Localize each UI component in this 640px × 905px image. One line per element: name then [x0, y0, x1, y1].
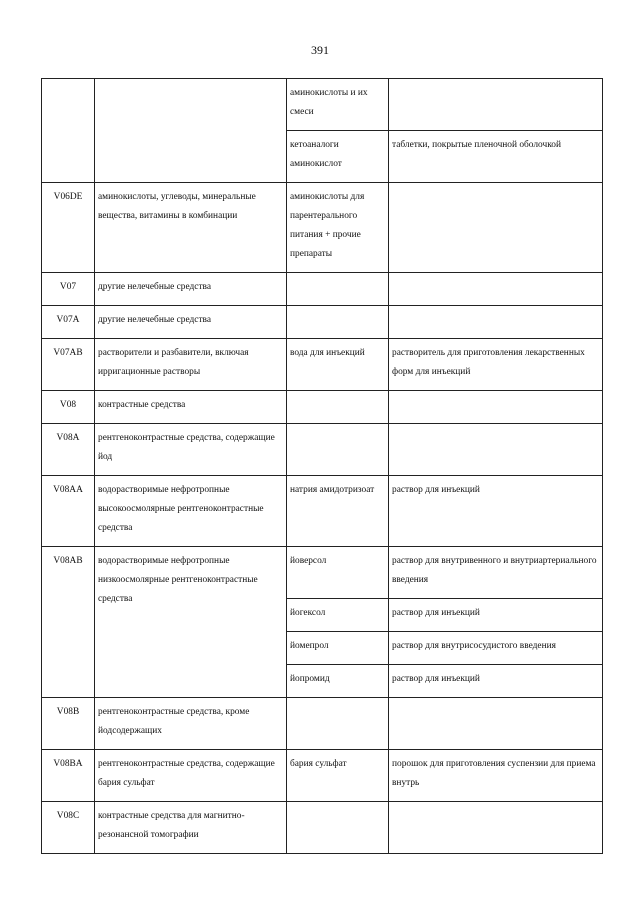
- atc-group-name: другие нелечебные средства: [95, 306, 287, 339]
- table-row: [42, 391, 603, 424]
- dosage-form: [389, 424, 603, 476]
- drug-name: аминокислоты для парентерального питания + прочие препараты: [287, 183, 389, 273]
- table-row: [42, 698, 603, 750]
- page-number: 391: [311, 43, 329, 57]
- dosage-form: [389, 802, 603, 854]
- dosage-form: раствор для инъекций: [389, 476, 603, 547]
- atc-code: V07A: [42, 306, 95, 339]
- drug-name: [287, 698, 389, 750]
- table-row: [42, 306, 603, 339]
- dosage-form: раствор для внутривенного и внутриартериального введения: [389, 547, 603, 599]
- drug-name: йопромид: [287, 665, 389, 698]
- atc-code: V06DE: [42, 183, 95, 273]
- atc-group-name: [95, 79, 287, 183]
- dosage-form: [389, 306, 603, 339]
- table-row: [42, 339, 603, 391]
- table-row: [42, 79, 603, 131]
- drug-list-table: [41, 78, 603, 854]
- table-row: [42, 183, 603, 273]
- atc-code: V08C: [42, 802, 95, 854]
- drug-name: [287, 306, 389, 339]
- drug-name: [287, 273, 389, 306]
- drug-name: [287, 424, 389, 476]
- drug-name: кетоаналоги аминокислот: [287, 131, 389, 183]
- drug-name: [287, 391, 389, 424]
- table-row: [42, 424, 603, 476]
- atc-code: V08B: [42, 698, 95, 750]
- atc-group-name: контрастные средства: [95, 391, 287, 424]
- atc-group-name: рентгеноконтрастные средства, кроме йодсодержащих: [95, 698, 287, 750]
- atc-code: [42, 79, 95, 183]
- atc-group-name: другие нелечебные средства: [95, 273, 287, 306]
- drug-name: вода для инъекций: [287, 339, 389, 391]
- dosage-form: порошок для приготовления суспензии для приема внутрь: [389, 750, 603, 802]
- drug-name: йомепрол: [287, 632, 389, 665]
- atc-code: V08AA: [42, 476, 95, 547]
- atc-group-name: рентгеноконтрастные средства, содержащие бария сульфат: [95, 750, 287, 802]
- dosage-form: [389, 698, 603, 750]
- atc-group-name: контрастные средства для магнитно-резонансной томографии: [95, 802, 287, 854]
- atc-code: V07AB: [42, 339, 95, 391]
- drug-name: йогексол: [287, 599, 389, 632]
- atc-group-name: аминокислоты, углеводы, минеральные вещества, витамины в комбинации: [95, 183, 287, 273]
- dosage-form: таблетки, покрытые пленочной оболочкой: [389, 131, 603, 183]
- dosage-form: [389, 273, 603, 306]
- drug-name: йоверсол: [287, 547, 389, 599]
- dosage-form: раствор для инъекций: [389, 665, 603, 698]
- atc-group-name: растворители и разбавители, включая ирригационные растворы: [95, 339, 287, 391]
- dosage-form: раствор для внутрисосудистого введения: [389, 632, 603, 665]
- atc-code: V08AB: [42, 547, 95, 698]
- dosage-form: [389, 391, 603, 424]
- table-row: [42, 547, 603, 599]
- table-row: [42, 802, 603, 854]
- atc-group-name: рентгеноконтрастные средства, содержащие йод: [95, 424, 287, 476]
- dosage-form: [389, 183, 603, 273]
- table-row: [42, 750, 603, 802]
- atc-group-name: водорастворимые нефротропные высокоосмолярные рентгеноконтрастные средства: [95, 476, 287, 547]
- dosage-form: растворитель для приготовления лекарственных форм для инъекций: [389, 339, 603, 391]
- table-row: [42, 273, 603, 306]
- drug-name: [287, 802, 389, 854]
- dosage-form: [389, 79, 603, 131]
- atc-group-name: водорастворимые нефротропные низкоосмолярные рентгеноконтрастные средства: [95, 547, 287, 698]
- table-row: [42, 476, 603, 547]
- drug-name: бария сульфат: [287, 750, 389, 802]
- atc-code: V08BA: [42, 750, 95, 802]
- dosage-form: раствор для инъекций: [389, 599, 603, 632]
- drug-name: аминокислоты и их смеси: [287, 79, 389, 131]
- atc-code: V08: [42, 391, 95, 424]
- atc-code: V07: [42, 273, 95, 306]
- drug-name: натрия амидотризоат: [287, 476, 389, 547]
- atc-code: V08A: [42, 424, 95, 476]
